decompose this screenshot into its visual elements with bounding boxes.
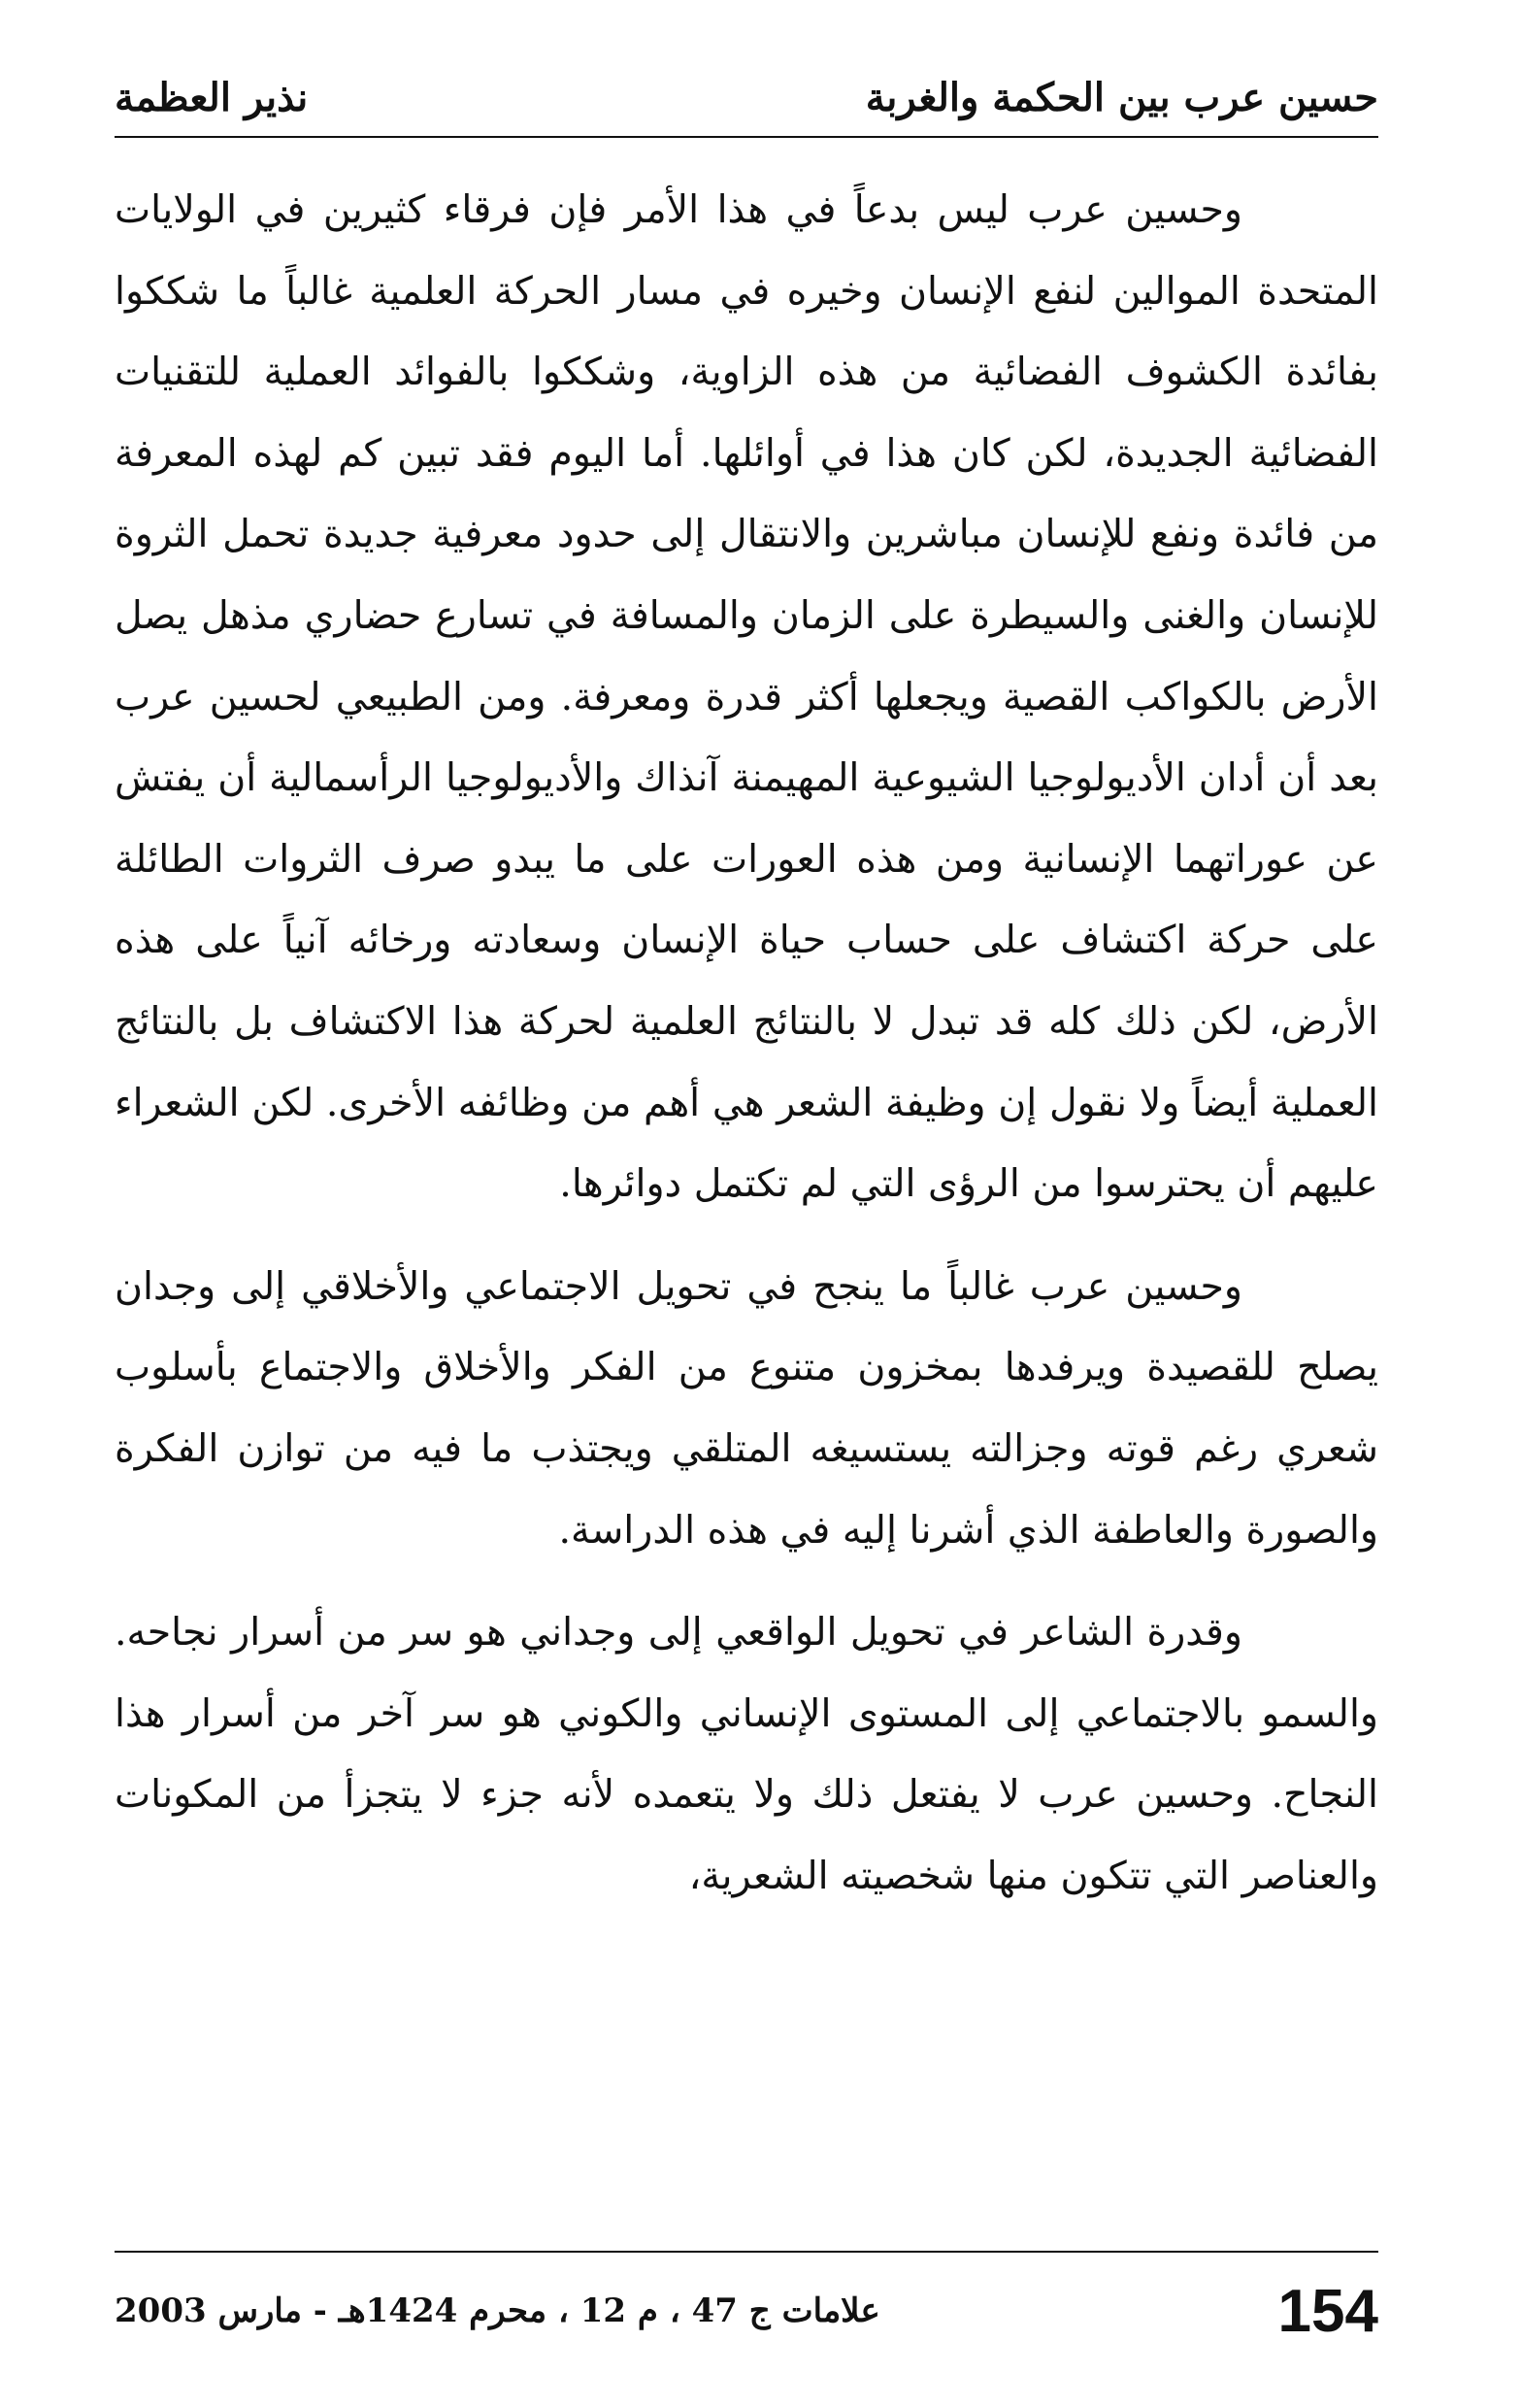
running-header xyxy=(115,58,1378,136)
header-divider xyxy=(115,136,1378,138)
paragraph: وحسين عرب ليس بدعاً في هذا الأمر فإن فرقاء كثيرين في الولايات المتحدة الموالين لنفع الإنسان وخيره في مسار الحركة العلمية غالباً ما شككوا بفائدة الكشوف الفضائية من هذه الزاوية، وشككوا بالفوائد العملية للتقنيات الفضائية الجديدة، لكن كان هذا في أوائلها. أما اليوم فقد تبين كم لهذه المعرفة من فائدة ونفع للإنسان مباشرين والانتقال إلى حدود معرفية جديدة تحمل الثروة للإنسان والغنى والسيطرة على الزمان والمسافة في تسارع حضاري مذهل يصل الأرض بالكواكب القصية ويجعلها أكثر قدرة ومعرفة. ومن الطبيعي لحسين عرب بعد أن أدان الأديولوجيا الشيوعية المهيمنة آنذاك والأديولوجيا الرأسمالية أن يفتش عن عوراتهما الإنسانية ومن هذه العورات على ما يبدو صرف الثروات الطائلة على حركة اكتشاف على حساب حياة الإنسان وسعادته ورخائه آنياً على هذه الأرض، لكن ذلك كله قد تبدل لا بالنتائج العلمية لحركة هذا الاكتشاف بل بالنتائج العملية أيضاً ولا نقول إن وظيفة الشعر هي أهم من وظائفه الأخرى. لكن الشعراء عليهم أن يحترسوا من الرؤى التي لم تكتمل دوائرها. xyxy=(115,187,1378,1207)
paragraph: وقدرة الشاعر في تحويل الواقعي إلى وجداني هو سر من أسرار نجاحه. والسمو بالاجتماعي إلى المستوى الإنساني والكوني هو سر آخر من أسرار هذا النجاح. وحسين عرب لا يفتعل ذلك ولا يتعمده لأنه جزء لا يتجزأ من المكونات والعناصر التي تتكون منها شخصيته الشعرية، xyxy=(115,1610,1378,1898)
paragraph: وحسين عرب غالباً ما ينجح في تحويل الاجتماعي والأخلاقي إلى وجدان يصلح للقصيدة ويرفدها بمخزون متنوع من الفكر والأخلاق والاجتماع بأسلوب شعري رغم قوته وجزالته يستسيغه المتلقي ويجتذب ما فيه من توازن الفكرة والصورة والعاطفة الذي أشرنا إليه في هذه الدراسة. xyxy=(115,1263,1378,1553)
journal-citation: علامات ج 47 ، م 12 ، محرم 1424هـ - مارس 2003 xyxy=(115,2291,880,2330)
author-name: نذير العظمة xyxy=(115,74,309,120)
page-number: 154 xyxy=(1277,2277,1378,2345)
body-text xyxy=(115,170,1378,1917)
footer-divider xyxy=(115,2251,1378,2253)
page-footer xyxy=(115,2267,1378,2355)
book-title: حسين عرب بين الحكمة والغربة xyxy=(865,74,1378,120)
